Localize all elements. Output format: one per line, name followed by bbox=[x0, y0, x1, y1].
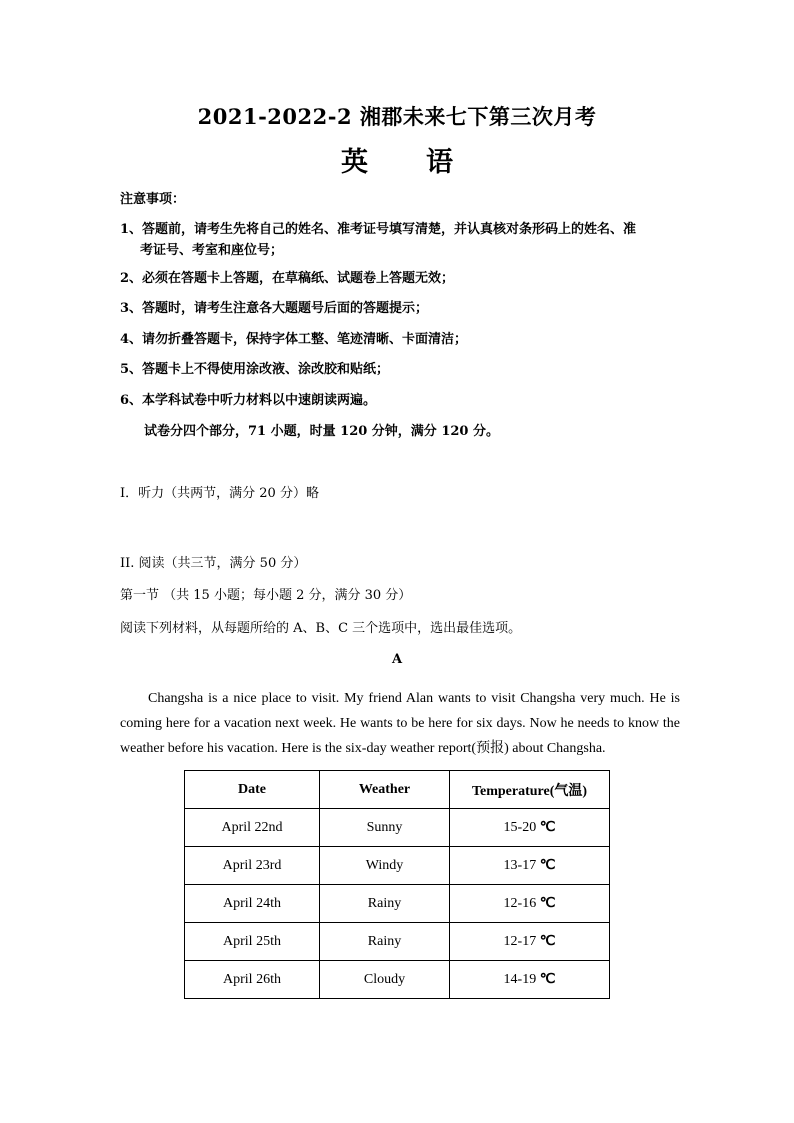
column-header-date: Date bbox=[185, 771, 320, 809]
section-part1: 第一节 （共 15 小题；每小题 2 分，满分 30 分） bbox=[120, 588, 412, 603]
column-header-temperature: Temperature(气温) bbox=[450, 771, 610, 809]
cell-weather: Sunny bbox=[320, 809, 450, 847]
exam-title: 2021-2022-2 湘郡未来七下第三次月考 bbox=[197, 104, 597, 129]
temperature-unit: ℃ bbox=[539, 896, 556, 911]
temperature-unit: ℃ bbox=[539, 820, 556, 835]
cell-weather: Cloudy bbox=[320, 961, 450, 999]
subject-char-1: 英 bbox=[341, 147, 368, 178]
cell-temperature bbox=[450, 885, 610, 923]
table-row bbox=[185, 809, 610, 847]
notes-heading: 注意事项： bbox=[120, 192, 186, 207]
cell-date: April 26th bbox=[185, 961, 320, 999]
note-text: 答题前，请考生先将自己的姓名、准考证号填写清楚，并认真核对条形码上的姓名、准 bbox=[142, 222, 637, 237]
temperature-range: 12-17 bbox=[503, 934, 537, 949]
column-header-weather: Weather bbox=[320, 771, 450, 809]
table-row bbox=[185, 885, 610, 923]
subject-title bbox=[0, 140, 794, 179]
note-text-continued: 考证号、考室和座位号； bbox=[140, 243, 284, 258]
cell-temperature bbox=[450, 809, 610, 847]
note-text: 答题卡上不得使用涂改液、涂改胶和贴纸； bbox=[142, 362, 390, 377]
note-item-5 bbox=[120, 359, 680, 380]
cell-date: April 24th bbox=[185, 885, 320, 923]
note-item-4 bbox=[120, 329, 680, 350]
cell-temperature bbox=[450, 923, 610, 961]
weather-table bbox=[184, 770, 610, 999]
temperature-range: 12-16 bbox=[503, 896, 537, 911]
temperature-range: 15-20 bbox=[503, 820, 537, 835]
note-item-1 bbox=[120, 219, 680, 261]
note-number: 3、 bbox=[120, 301, 143, 316]
reading-instruction: 阅读下列材料，从每题所给的 A、B、C 三个选项中，选出最佳选项。 bbox=[120, 621, 522, 636]
section-reading: II. 阅读（共三节，满分 50 分） bbox=[120, 556, 307, 571]
cell-date: April 25th bbox=[185, 923, 320, 961]
cell-temperature bbox=[450, 847, 610, 885]
passage-label: A bbox=[391, 652, 403, 667]
temperature-unit: ℃ bbox=[539, 858, 556, 873]
note-text: 必须在答题卡上答题，在草稿纸、试题卷上答题无效； bbox=[142, 271, 455, 286]
cell-weather: Rainy bbox=[320, 885, 450, 923]
note-item-3 bbox=[120, 298, 680, 319]
temperature-unit: ℃ bbox=[539, 934, 556, 949]
note-number: 6、 bbox=[120, 393, 143, 408]
note-item-6 bbox=[120, 390, 680, 411]
section-listening: I．听力（共两节，满分 20 分）略 bbox=[120, 486, 319, 501]
table-row bbox=[185, 923, 610, 961]
table-row bbox=[185, 847, 610, 885]
table-row bbox=[185, 961, 610, 999]
note-text: 请勿折叠答题卡，保持字体工整、笔迹清晰、卡面清洁； bbox=[142, 332, 468, 347]
cell-weather: Rainy bbox=[320, 923, 450, 961]
note-text: 本学科试卷中听力材料以中速朗读两遍。 bbox=[142, 393, 377, 408]
subject-char-2: 语 bbox=[426, 147, 453, 178]
note-text: 答题时，请考生注意各大题题号后面的答题提示； bbox=[142, 301, 429, 316]
note-item-2 bbox=[120, 268, 680, 289]
cell-weather: Windy bbox=[320, 847, 450, 885]
temperature-range: 14-19 bbox=[503, 972, 537, 987]
cell-date: April 22nd bbox=[185, 809, 320, 847]
temperature-range: 13-17 bbox=[503, 858, 537, 873]
cell-temperature bbox=[450, 961, 610, 999]
note-number: 1、 bbox=[120, 222, 143, 237]
table-header-row bbox=[185, 771, 610, 809]
cell-date: April 23rd bbox=[185, 847, 320, 885]
passage-text: Changsha is a nice place to visit. My friend Alan wants to visit Changsha very much. He is coming here for a vacation next week. He wants to be here for six days. Now he needs to know the weather before his vacation. Here is the six-day weather report(预报) about Changsha. bbox=[120, 691, 680, 756]
note-number: 4、 bbox=[120, 332, 143, 347]
note-number: 2、 bbox=[120, 271, 143, 286]
temperature-unit: ℃ bbox=[539, 972, 556, 987]
note-number: 5、 bbox=[120, 362, 143, 377]
exam-summary: 试卷分四个部分，71 小题，时量 120 分钟，满分 120 分。 bbox=[144, 424, 499, 439]
